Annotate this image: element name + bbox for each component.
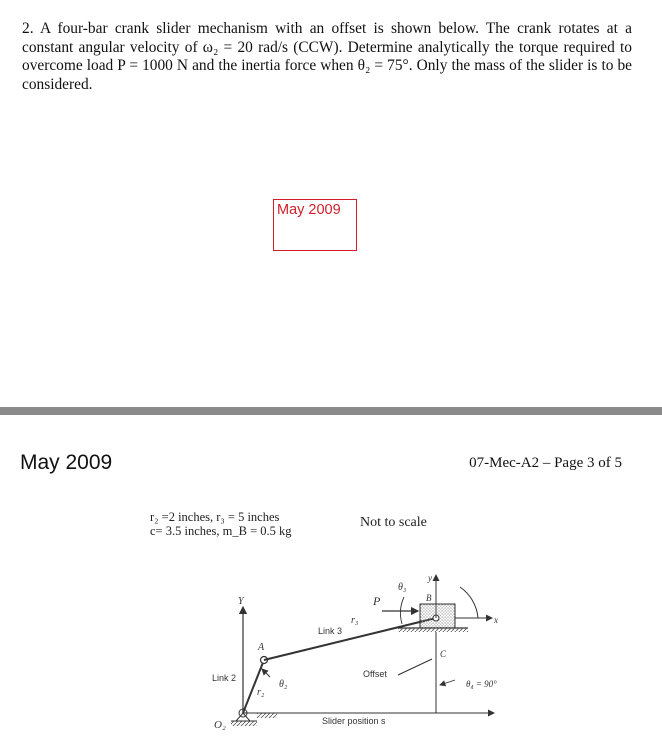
header-date: May 2009 [20,451,113,474]
theta2-label: θ₂ [279,679,288,690]
params-line-1: r₂ =2 inches, r₃ = 5 inches [150,510,280,524]
scale-note: Not to scale [360,515,427,530]
theta3-arc [460,587,478,618]
link-3 [264,618,436,660]
o2-label: O₂ [214,719,226,731]
theta4-pointer [440,680,455,685]
point-c-label: C [440,649,447,659]
r2-arrow [262,669,270,677]
date-stamp [273,199,357,251]
link-3-label: Link 3 [318,626,343,636]
offset-pointer [398,659,432,675]
r3-label: r₃ [351,615,359,626]
params-line-2: c= 3.5 inches, m_B = 0.5 kg [150,524,292,538]
problem-statement: 2. A four-bar crank slider mechanism with an offset is shown below. The crank rotates at a constant angular velocity of ω₂ = 20 rad/s (CCW). Determine analytically the torque required to overcome load P = 1000 N and the inertia force when θ₂ = 75°. Only the mass of the slider is to be considered. [22,20,632,93]
page-bottom [0,415,662,740]
local-y-label: y [428,573,432,583]
link-2-label: Link 2 [212,673,237,683]
r2-label: r₂ [257,687,265,698]
point-b-label: B [426,593,432,603]
local-x-label: x [494,615,498,625]
o2-ground-hatch [257,713,277,718]
guide-hatch [398,628,468,632]
offset-label: Offset [363,669,387,679]
slider-position-label: Slider position s [322,716,386,726]
point-a-label: A [258,642,265,653]
y-axis-label: Y [238,596,244,607]
mechanism-diagram [0,415,662,740]
date-stamp-label: May 2009 [277,202,341,218]
theta3-label: θ₃ [398,582,407,593]
theta4-label: θ₄ = 90° [466,679,497,689]
header-page-number: 07-Mec-A2 – Page 3 of 5 [469,455,622,471]
load-p-label: P [373,594,381,608]
page-divider [0,407,662,415]
